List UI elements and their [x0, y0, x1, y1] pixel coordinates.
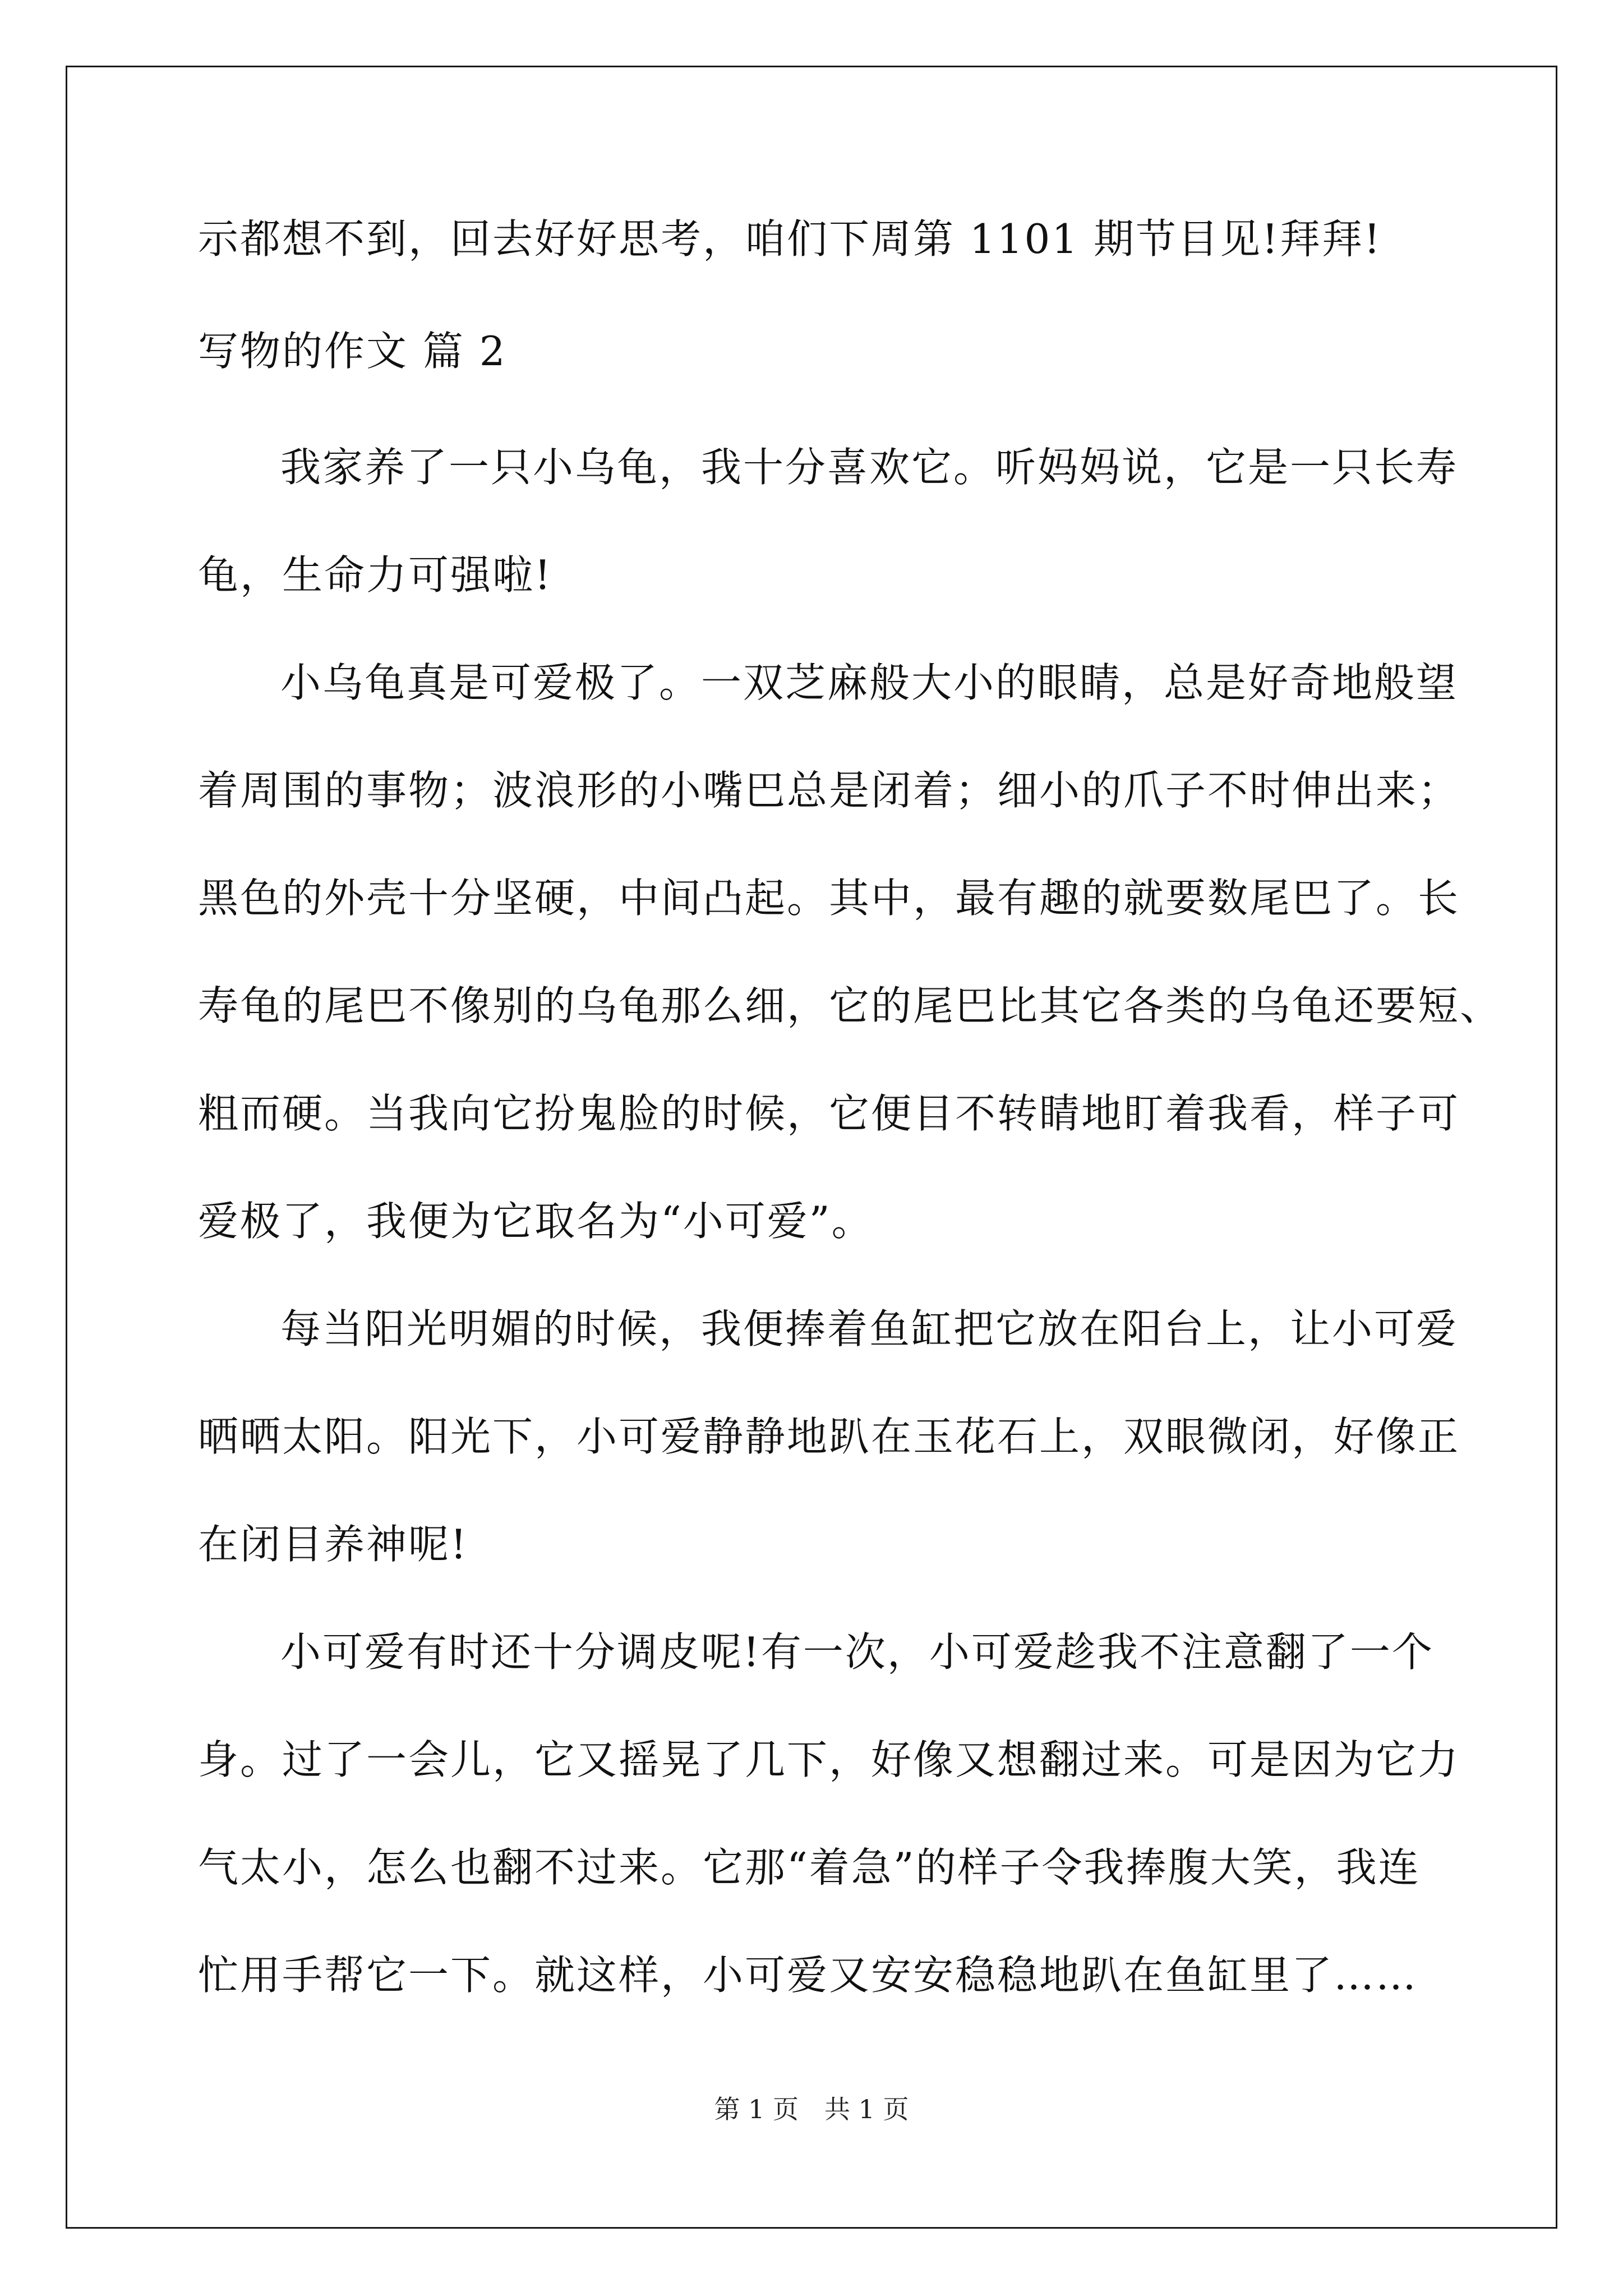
paragraph-1-line-1: 我家养了一只小乌龟，我十分喜欢它。听妈妈说，它是一只长寿 — [280, 444, 1459, 491]
paragraph-3-line-1: 每当阳光明媚的时候，我便捧着鱼缸把它放在阳台上，让小可爱 — [280, 1305, 1459, 1352]
section-heading: 写物的作文 篇 2 — [198, 328, 507, 375]
paragraph-4-line-1: 小可爱有时还十分调皮呢!有一次，小可爱趁我不注意翻了一个 — [280, 1628, 1434, 1676]
paragraph-2-line-4: 寿龟的尾巴不像别的乌龟那么细，它的尾巴比其它各类的乌龟还要短、 — [198, 982, 1502, 1029]
paragraph-2-line-3: 黑色的外壳十分坚硬，中间凸起。其中，最有趣的就要数尾巴了。长 — [198, 875, 1460, 922]
paragraph-2-line-6: 爱极了，我便为它取名为“小可爱”。 — [198, 1198, 874, 1245]
paragraph-3-line-2: 晒晒太阳。阳光下，小可爱静静地趴在玉花石上，双眼微闭，好像正 — [198, 1413, 1460, 1460]
page-border — [66, 66, 1557, 2229]
paragraph-2-line-5: 粗而硬。当我向它扮鬼脸的时候，它便目不转睛地盯着我看，样子可 — [198, 1090, 1460, 1137]
paragraph-3-line-3: 在闭目养神呢! — [198, 1521, 468, 1568]
page-number-footer: 第 1 页 共 1 页 — [714, 2094, 909, 2124]
paragraph-4-line-2: 身。过了一会儿，它又摇晃了几下，好像又想翻过来。可是因为它力 — [198, 1736, 1460, 1783]
paragraph-1-line-2: 龟，生命力可强啦! — [198, 551, 552, 599]
continuation-line: 示都想不到，回去好好思考，咱们下周第 1101 期节目见!拜拜! — [198, 215, 1382, 263]
paragraph-2-line-2: 着周围的事物；波浪形的小嘴巴总是闭着；细小的爪子不时伸出来； — [198, 767, 1460, 814]
paragraph-2-line-1: 小乌龟真是可爱极了。一双芝麻般大小的眼睛，总是好奇地般望 — [280, 659, 1459, 706]
paragraph-4-line-3: 气太小，怎么也翻不过来。它那“着急”的样子令我捧腹大笑，我连 — [198, 1844, 1421, 1891]
paragraph-4-line-4: 忙用手帮它一下。就这样，小可爱又安安稳稳地趴在鱼缸里了…… — [198, 1952, 1418, 1999]
